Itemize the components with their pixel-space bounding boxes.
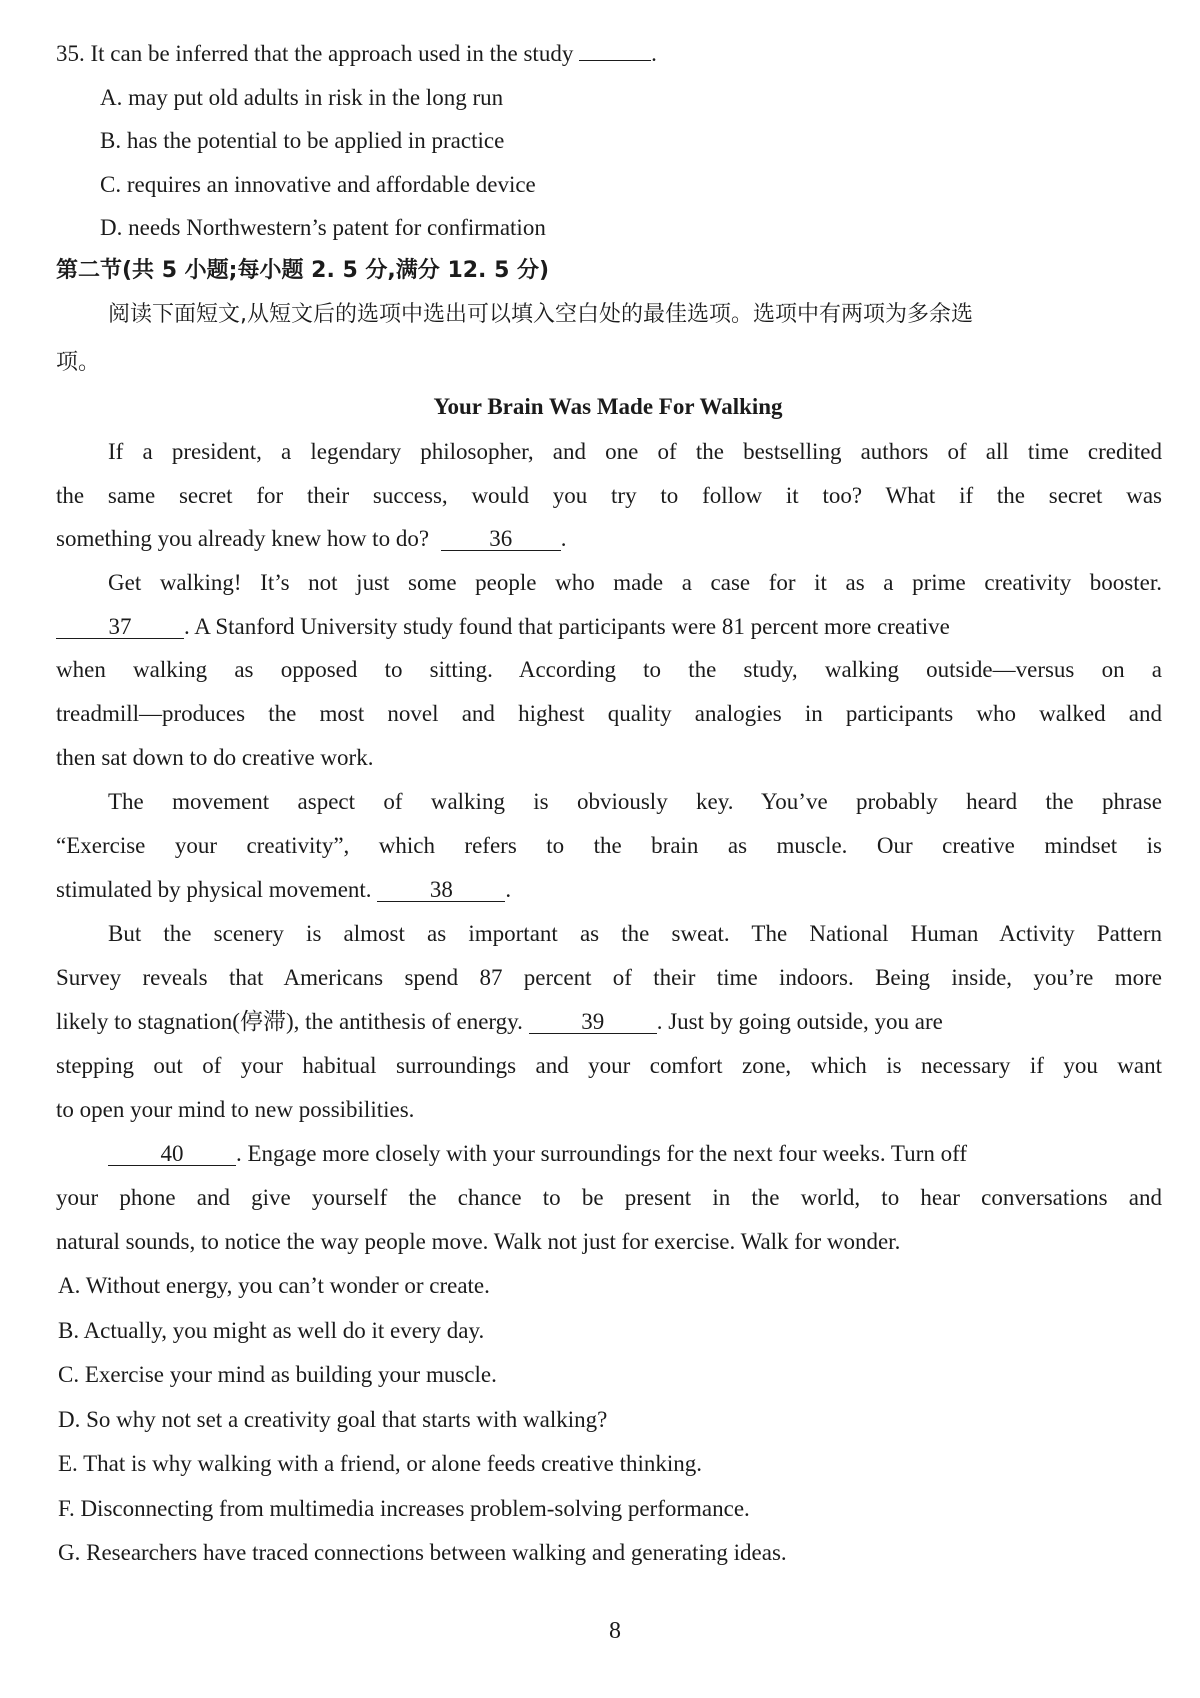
p2-line-4: treadmill—produces the most novel and highest quality analogies in participants who walked and bbox=[56, 701, 1162, 726]
p5-line-3: natural sounds, to notice the way people move. Walk not just for exercise. Walk for wonder. bbox=[56, 1229, 901, 1254]
p5-line-2: your phone and give yourself the chance to be present in the world, to hear conversations and bbox=[56, 1185, 1162, 1210]
choice-c: C. Exercise your mind as building your muscle. bbox=[58, 1362, 497, 1387]
p2-line-3: when walking as opposed to sitting. According to the study, walking outside—versus on a bbox=[56, 657, 1162, 682]
answer-blank-35 bbox=[579, 60, 651, 61]
p4-line-3-text-a: likely to stagnation(停滞), the antithesis of energy. bbox=[56, 1009, 523, 1034]
p2-line-2-text: . A Stanford University study found that participants were 81 percent more creative bbox=[184, 614, 950, 639]
question-35-stem bbox=[56, 39, 657, 69]
choice-f: F. Disconnecting from multimedia increases problem-solving performance. bbox=[58, 1496, 750, 1521]
p5-line-1-text: . Engage more closely with your surroundings for the next four weeks. Turn off bbox=[236, 1141, 967, 1166]
blank-36-period: . bbox=[560, 526, 567, 551]
choice-g: G. Researchers have traced connections between walking and generating ideas. bbox=[58, 1540, 787, 1565]
p4-line-1: But the scenery is almost as important as the sweat. The National Human Activity Pattern bbox=[108, 921, 1162, 946]
blank-39: 39 bbox=[529, 1011, 657, 1034]
p4-line-2: Survey reveals that Americans spend 87 percent of their time indoors. Being inside, you’re more bbox=[56, 965, 1162, 990]
instruction-line-1: 阅读下面短文,从短文后的选项中选出可以填入空白处的最佳选项。选项中有两项为多余选 bbox=[108, 302, 973, 327]
blank-36: 36 bbox=[441, 528, 561, 551]
choice-b: B. Actually, you might as well do it every day. bbox=[58, 1318, 485, 1343]
p4-line-3-text-b: . Just by going outside, you are bbox=[656, 1009, 943, 1034]
option-35-b: B. has the potential to be applied in practice bbox=[100, 128, 505, 153]
option-35-a: A. may put old adults in risk in the long run bbox=[100, 85, 504, 110]
p1-line-3 bbox=[56, 524, 567, 554]
question-35-text: 35. It can be inferred that the approach used in the study bbox=[56, 41, 574, 66]
option-35-c: C. requires an innovative and affordable device bbox=[100, 172, 536, 197]
p5-line-1 bbox=[108, 1139, 967, 1169]
choice-a: A. Without energy, you can’t wonder or create. bbox=[58, 1273, 490, 1298]
p1-line-1: If a president, a legendary philosopher, and one of the bestselling authors of all time credited bbox=[108, 439, 1162, 464]
p3-line-1: The movement aspect of walking is obviously key. You’ve probably heard the phrase bbox=[108, 789, 1162, 814]
blank-38-period: . bbox=[505, 877, 512, 902]
p4-line-3 bbox=[56, 1007, 943, 1037]
p1-line-3-text: something you already knew how to do? bbox=[56, 526, 430, 551]
choice-d: D. So why not set a creativity goal that starts with walking? bbox=[58, 1407, 608, 1432]
question-35-end: . bbox=[651, 41, 657, 66]
p1-line-2: the same secret for their success, would you try to follow it too? What if the secret was bbox=[56, 483, 1162, 508]
p3-line-3 bbox=[56, 875, 511, 905]
p3-line-2: “Exercise your creativity”, which refers to the brain as muscle. Our creative mindset is bbox=[56, 833, 1162, 858]
blank-40: 40 bbox=[108, 1143, 236, 1166]
p2-line-5: then sat down to do creative work. bbox=[56, 745, 374, 770]
p2-line-1: Get walking! It’s not just some people who made a case for it as a prime creativity booster. bbox=[108, 570, 1162, 595]
page-number: 8 bbox=[609, 1618, 621, 1644]
blank-38: 38 bbox=[377, 879, 505, 902]
choice-e: E. That is why walking with a friend, or alone feeds creative thinking. bbox=[58, 1451, 703, 1476]
p4-line-5: to open your mind to new possibilities. bbox=[56, 1097, 415, 1122]
passage-title: Your Brain Was Made For Walking bbox=[433, 394, 783, 419]
option-35-d: D. needs Northwestern’s patent for confirmation bbox=[100, 215, 546, 240]
blank-37: 37 bbox=[56, 616, 184, 639]
instruction-line-2: 项。 bbox=[56, 350, 101, 375]
p2-line-2 bbox=[56, 612, 950, 642]
section-heading: 第二节(共 5 小题;每小题 2. 5 分,满分 12. 5 分) bbox=[56, 258, 550, 283]
p3-line-3-text: stimulated by physical movement. bbox=[56, 877, 372, 902]
p4-line-4: stepping out of your habitual surroundings and your comfort zone, which is necessary if you want bbox=[56, 1053, 1162, 1078]
